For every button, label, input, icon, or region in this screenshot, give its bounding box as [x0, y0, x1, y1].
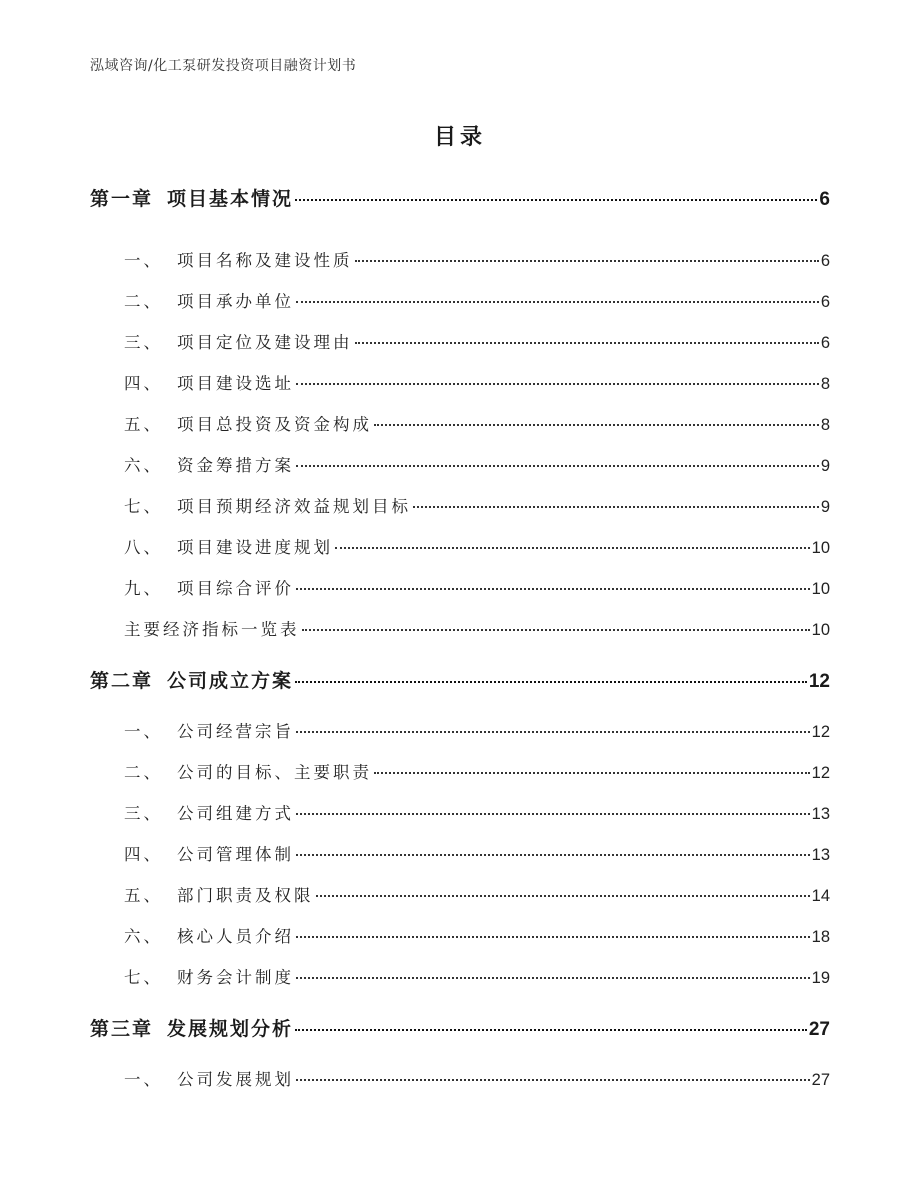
toc-entry-page: 12	[811, 764, 830, 782]
toc-section-1-table[interactable]	[124, 616, 830, 640]
toc-entry-page: 13	[811, 805, 830, 823]
toc-entry-title: 财务会计制度	[177, 968, 294, 987]
toc-entry-label	[90, 184, 293, 211]
dot-leader	[355, 260, 819, 262]
toc-entry-page: 12	[808, 671, 830, 692]
toc-entry-label	[124, 452, 294, 476]
toc-entry-label	[124, 370, 294, 394]
toc-entry-page: 8	[820, 375, 830, 393]
toc-entry-title: 项目名称及建设性质	[177, 251, 353, 270]
toc-section-3-1[interactable]	[124, 1066, 830, 1090]
dot-leader	[374, 424, 819, 426]
dot-leader	[335, 547, 810, 549]
toc-entry-page: 27	[811, 1071, 830, 1089]
toc-entry-page: 6	[820, 293, 830, 311]
toc-entry-title: 项目预期经济效益规划目标	[177, 497, 411, 516]
toc-entry-number: 七、	[124, 497, 163, 516]
toc-entry-title: 资金筹措方案	[177, 456, 294, 475]
toc-entry-number: 第一章	[90, 188, 154, 210]
toc-entry-page: 14	[811, 887, 830, 905]
dot-leader	[296, 1079, 810, 1081]
dot-leader	[296, 854, 810, 856]
toc-entry-label	[90, 1014, 293, 1041]
toc-entry-number: 一、	[124, 251, 163, 270]
toc-entry-label	[124, 718, 294, 742]
dot-leader	[296, 936, 810, 938]
toc-entry-page: 8	[820, 416, 830, 434]
toc-section-2-1[interactable]	[124, 718, 830, 742]
toc-section-2-2[interactable]	[124, 759, 830, 783]
toc-chapter-2[interactable]	[90, 666, 830, 693]
toc-entry-page: 6	[819, 189, 830, 210]
toc-section-1-9[interactable]	[124, 575, 830, 599]
toc-entry-title: 部门职责及权限	[177, 886, 314, 905]
running-header: 泓域咨询/化工泵研发投资项目融资计划书	[90, 58, 357, 74]
dot-leader	[295, 1029, 807, 1031]
dot-leader	[374, 772, 810, 774]
toc-entry-page: 13	[811, 846, 830, 864]
toc-entry-label	[124, 964, 294, 988]
toc-entry-page: 10	[811, 580, 830, 598]
toc-entry-label	[124, 288, 294, 312]
toc-entry-title: 公司发展规划	[177, 1070, 294, 1089]
toc-section-2-7[interactable]	[124, 964, 830, 988]
toc-entry-title: 公司成立方案	[167, 670, 294, 692]
dot-leader	[296, 588, 810, 590]
toc-entry-title: 公司经营宗旨	[177, 722, 294, 741]
toc-entry-title: 项目基本情况	[167, 188, 294, 210]
toc-section-2-4[interactable]	[124, 841, 830, 865]
toc-entry-number: 六、	[124, 456, 163, 475]
toc-entry-label	[124, 575, 294, 599]
toc-chapter-1[interactable]	[90, 184, 830, 211]
toc-entry-number: 三、	[124, 333, 163, 352]
toc-entry-number: 六、	[124, 927, 163, 946]
toc-entry-title: 发展规划分析	[167, 1018, 294, 1040]
toc-entry-label	[124, 493, 411, 517]
toc-section-2-5[interactable]	[124, 882, 830, 906]
toc-entry-number: 二、	[124, 763, 163, 782]
toc-entry-label	[124, 1066, 294, 1090]
toc-title: 目录	[433, 125, 486, 150]
toc-section-1-5[interactable]	[124, 411, 830, 435]
toc-entry-number: 二、	[124, 292, 163, 311]
toc-entry-page: 10	[811, 621, 830, 639]
toc-entry-number: 五、	[124, 886, 163, 905]
toc-entry-title: 项目建设进度规划	[177, 538, 333, 557]
toc-section-2-3[interactable]	[124, 800, 830, 824]
toc-entry-page: 10	[811, 539, 830, 557]
dot-leader	[413, 506, 819, 508]
toc-entry-title: 项目建设选址	[177, 374, 294, 393]
toc-entry-page: 9	[820, 457, 830, 475]
dot-leader	[296, 977, 810, 979]
dot-leader	[296, 383, 819, 385]
toc-entry-number: 五、	[124, 415, 163, 434]
toc-entry-page: 6	[820, 252, 830, 270]
toc-entry-label	[124, 534, 333, 558]
toc-entry-label	[124, 841, 294, 865]
toc-entry-number: 第二章	[90, 670, 154, 692]
toc-section-1-6[interactable]	[124, 452, 830, 476]
toc-entry-title: 项目综合评价	[177, 579, 294, 598]
toc-entry-page: 6	[820, 334, 830, 352]
toc-entry-number: 一、	[124, 722, 163, 741]
toc-entry-label	[124, 759, 372, 783]
toc-entry-label	[124, 247, 353, 271]
toc-entry-label	[90, 666, 293, 693]
toc-chapter-3[interactable]	[90, 1014, 830, 1041]
toc-entry-page: 12	[811, 723, 830, 741]
toc-entry-label	[124, 923, 294, 947]
toc-entry-label	[124, 411, 372, 435]
dot-leader	[295, 681, 807, 683]
toc-entry-page: 18	[811, 928, 830, 946]
toc-entry-title: 核心人员介绍	[177, 927, 294, 946]
dot-leader	[296, 465, 819, 467]
toc-entry-page: 27	[808, 1019, 830, 1040]
toc-section-1-3[interactable]	[124, 329, 830, 353]
toc-entry-page: 19	[811, 969, 830, 987]
toc-entry-number: 第三章	[90, 1018, 154, 1040]
toc-entry-title: 公司组建方式	[177, 804, 294, 823]
toc-section-1-1[interactable]	[124, 247, 830, 271]
toc-entry-label	[124, 616, 300, 640]
toc-entry-title: 公司管理体制	[177, 845, 294, 864]
toc-section-1-2[interactable]	[124, 288, 830, 312]
toc-entry-title: 项目承办单位	[177, 292, 294, 311]
toc-entry-title: 项目定位及建设理由	[177, 333, 353, 352]
toc-section-1-7[interactable]	[124, 493, 830, 517]
toc-entry-label	[124, 329, 353, 353]
toc-entry-title: 主要经济指标一览表	[124, 620, 300, 639]
toc-entry-title: 项目总投资及资金构成	[177, 415, 372, 434]
toc-section-2-6[interactable]	[124, 923, 830, 947]
toc-entry-label	[124, 800, 294, 824]
toc-entry-number: 四、	[124, 374, 163, 393]
toc-entry-label	[124, 882, 314, 906]
dot-leader	[355, 342, 819, 344]
dot-leader	[296, 813, 810, 815]
dot-leader	[296, 301, 819, 303]
toc-entry-number: 七、	[124, 968, 163, 987]
toc-entry-number: 一、	[124, 1070, 163, 1089]
toc-entry-page: 9	[820, 498, 830, 516]
toc-entry-number: 三、	[124, 804, 163, 823]
toc-entry-number: 九、	[124, 579, 163, 598]
toc-section-1-4[interactable]	[124, 370, 830, 394]
dot-leader	[316, 895, 810, 897]
dot-leader	[296, 731, 810, 733]
toc-entry-number: 四、	[124, 845, 163, 864]
dot-leader	[295, 199, 817, 201]
toc-section-1-8[interactable]	[124, 534, 830, 558]
dot-leader	[302, 629, 810, 631]
toc-entry-number: 八、	[124, 538, 163, 557]
toc-entry-title: 公司的目标、主要职责	[177, 763, 372, 782]
